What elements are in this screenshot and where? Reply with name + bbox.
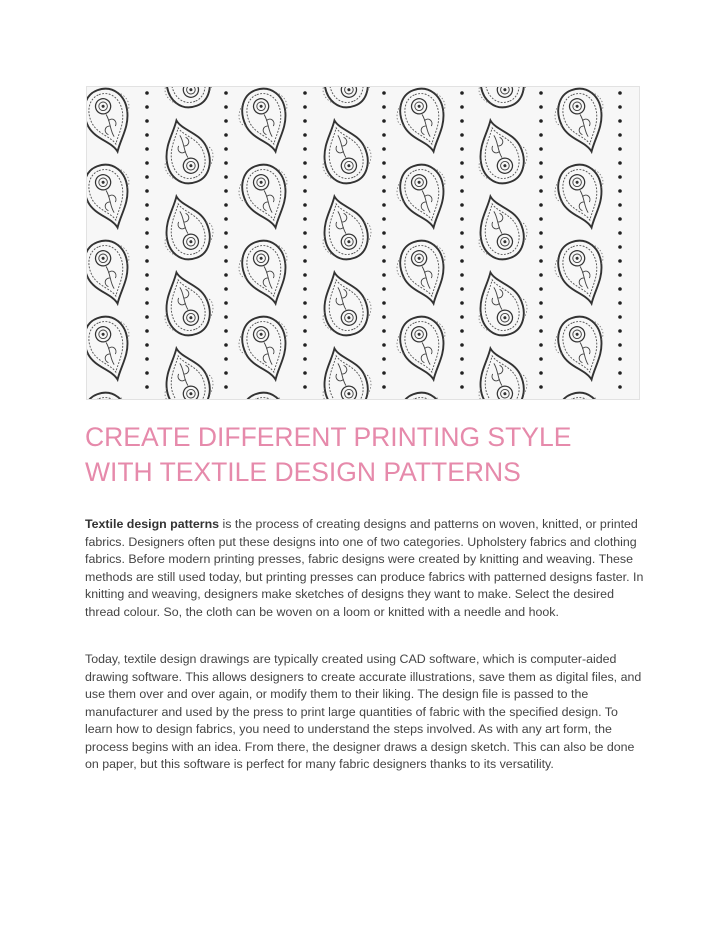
paragraph-intro bbox=[85, 516, 645, 621]
paisley-pattern-icon bbox=[87, 87, 639, 399]
paragraph-cad-body: Today, textile design drawings are typically created using CAD software, which is computer-aided drawing software. This allows designers to create accurate illustrations, save them as digital files, and use them over and over again, or modify them to their liking. The design file is passed to the manufacturer and used by the press to print large quantities of fabric with the specified design. To learn how to design fabrics, you need to understand the steps involved. As with any art form, the process begins with an idea. From there, the designer draws a design sketch. This can also be done on paper, but this software is perfect for many fabric designers thanks to its versatility. bbox=[85, 652, 642, 771]
paragraph-lead-bold: Textile design patterns bbox=[85, 517, 220, 531]
paragraph-intro-body: is the process of creating designs and patterns on woven, knitted, or printed fabrics. Designers often put these designs into one of two categories. Upholstery fabrics and clothing fabrics. Before modern printing presses, fabric designs were created by knitting and weaving. These methods are still used today, but printing presses can produce fabrics with patterned designs faster. In knitting and weaving, designers make sketches of designs they want to make. Select the desired thread colour. So, the cloth can be woven on a loom or knitted with a needle and hook. bbox=[85, 517, 644, 619]
paisley-pattern-image bbox=[86, 86, 640, 400]
paragraph-cad bbox=[85, 651, 645, 774]
title-line-1: CREATE DIFFERENT PRINTING STYLE bbox=[85, 422, 572, 452]
page-title bbox=[85, 420, 645, 490]
title-line-2: WITH TEXTILE DESIGN PATTERNS bbox=[85, 457, 521, 487]
